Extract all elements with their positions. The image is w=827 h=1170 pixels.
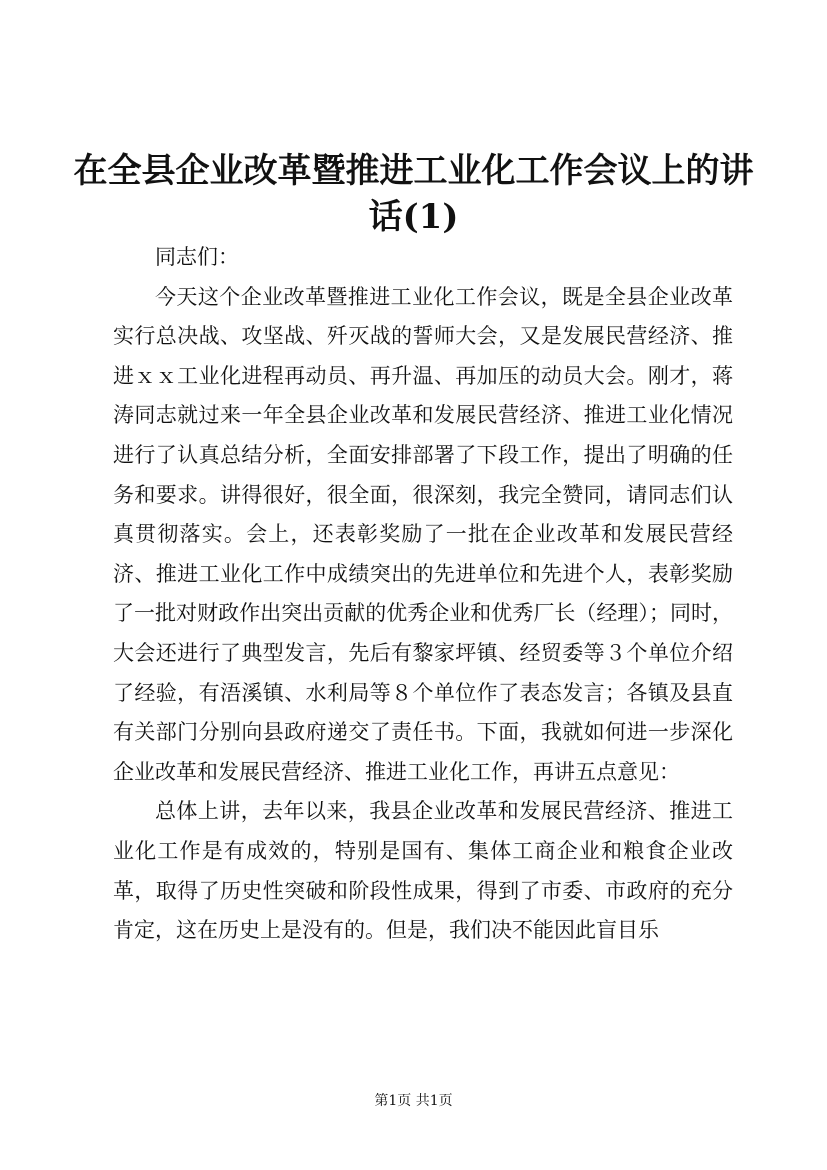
- page-footer: 第1页 共1页: [374, 1093, 453, 1109]
- salutation: 同志们：: [155, 245, 239, 269]
- paragraph-1: 今天这个企业改革暨推进工业化工作会议，既是全县企业改革实行总决战、攻坚战、歼灭战的誓师大会，又是发展民营经济、推进ｘｘ工业化进程再动员、再升温、再加压的动员大会。刚才，蒋涛同志就过来一年全县企业改革和发展民营经济、推进工业化情况进行了认真总结分析，全面安排部署了下段工作，提出了明确的任务和要求。讲得很好，很全面，很深刻，我完全赞同，请同志们认真贯彻落实。会上，还表彰奖励了一批在企业改革和发展民营经济、推进工业化工作中成绩突出的先进单位和先进个人，表彰奖励了一批对财政作出突出贡献的优秀企业和优秀厂长（经理）；同时，大会还进行了典型发言，先后有黎家坪镇、经贸委等３个单位介绍了经验，有浯溪镇、水利局等８个单位作了表态发言；各镇及县直有关部门分别向县政府递交了责任书。下面，我就如何进一步深化企业改革和发展民营经济、推进工业化工作，再讲五点意见：: [113, 284, 733, 784]
- document-body: [113, 238, 733, 951]
- paragraph-2: 总体上讲，去年以来，我县企业改革和发展民营经济、推进工业化工作是有成效的，特别是国有、集体工商企业和粮食企业改革，取得了历史性突破和阶段性成果，得到了市委、市政府的充分肯定，这在历史上是没有的。但是，我们决不能因此盲目乐: [113, 799, 733, 943]
- document-title: 在全县企业改革暨推进工业化工作会议上的讲话(1): [73, 151, 754, 237]
